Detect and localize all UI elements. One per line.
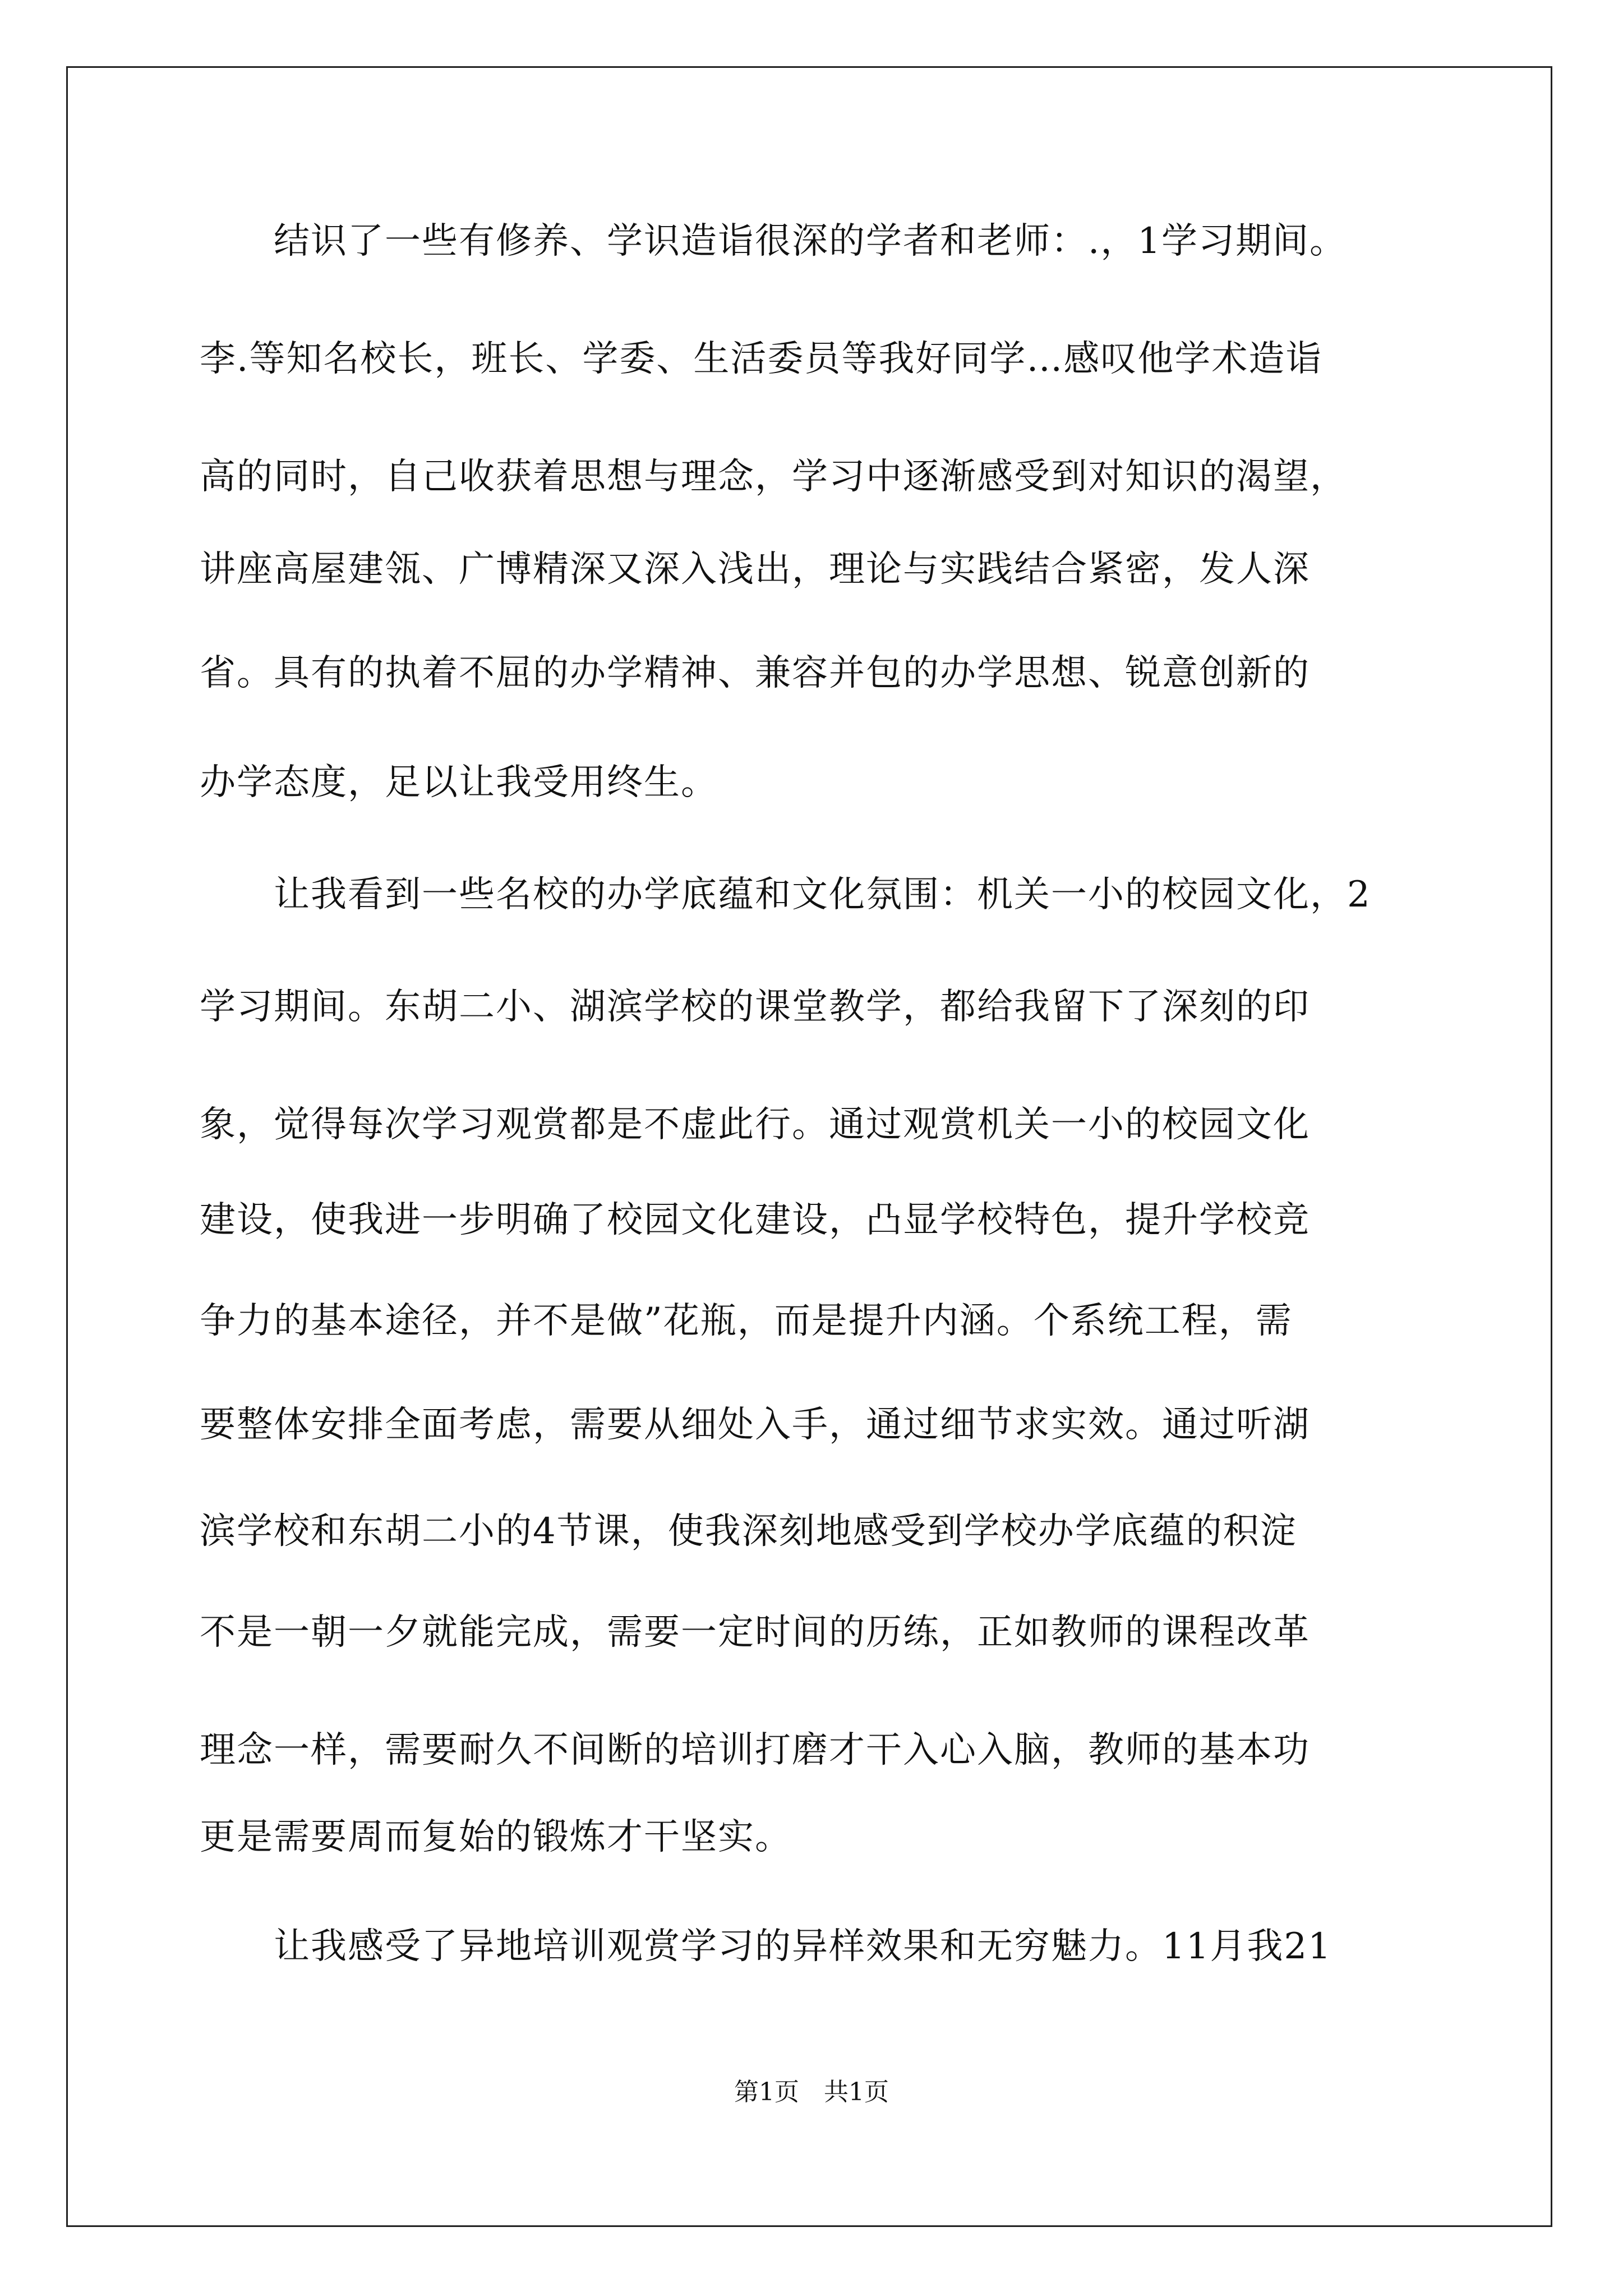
text-line: 让我感受了异地培训观赏学习的异样效果和无穷魅力。11月我21 — [200, 1926, 1332, 1967]
text-line: 高的同时，自己收获着思想与理念，学习中逐渐感受到对知识的渴望， — [200, 456, 1347, 498]
text-line: 不是一朝一夕就能完成，需要一定时间的历练，正如教师的课程改革 — [200, 1612, 1310, 1653]
text-line: 建设，使我进一步明确了校园文化建设，凸显学校特色，提升学校竞 — [200, 1199, 1310, 1241]
text-line: 办学态度，足以让我受用终生。 — [200, 762, 718, 803]
text-line: 象，觉得每次学习观赏都是不虚此行。通过观赏机关一小的校园文化 — [200, 1104, 1310, 1145]
text-line: 省。具有的执着不屈的办学精神、兼容并包的办学思想、锐意创新的 — [200, 652, 1310, 694]
text-line: 更是需要周而复始的锻炼才干坚实。 — [200, 1816, 792, 1858]
text-line: 争力的基本途径，并不是做”花瓶，而是提升内涵。个系统工程，需 — [200, 1300, 1293, 1342]
page-footer: 第1页 共1页 — [734, 2078, 889, 2106]
text-line: 讲座高屋建瓴、广博精深又深入浅出，理论与实践结合紧密，发人深 — [200, 549, 1310, 590]
text-line: 结识了一些有修养、学识造诣很深的学者和老师：.，1学习期间。 — [200, 220, 1347, 262]
text-line: 要整体安排全面考虑，需要从细处入手，通过细节求实效。通过听湖 — [200, 1404, 1310, 1446]
text-line: 让我看到一些名校的办学底蕴和文化氛围：机关一小的校园文化，2 — [200, 874, 1371, 915]
text-line: 理念一样，需要耐久不间断的培训打磨才干入心入脑，教师的基本功 — [200, 1729, 1310, 1771]
text-line: 学习期间。东胡二小、湖滨学校的课堂教学，都给我留下了深刻的印 — [200, 986, 1310, 1028]
text-line: 李.等知名校长，班长、学委、生活委员等我好同学…感叹他学术造诣 — [200, 338, 1323, 380]
text-line: 滨学校和东胡二小的4节课，使我深刻地感受到学校办学底蕴的积淀 — [200, 1511, 1297, 1552]
